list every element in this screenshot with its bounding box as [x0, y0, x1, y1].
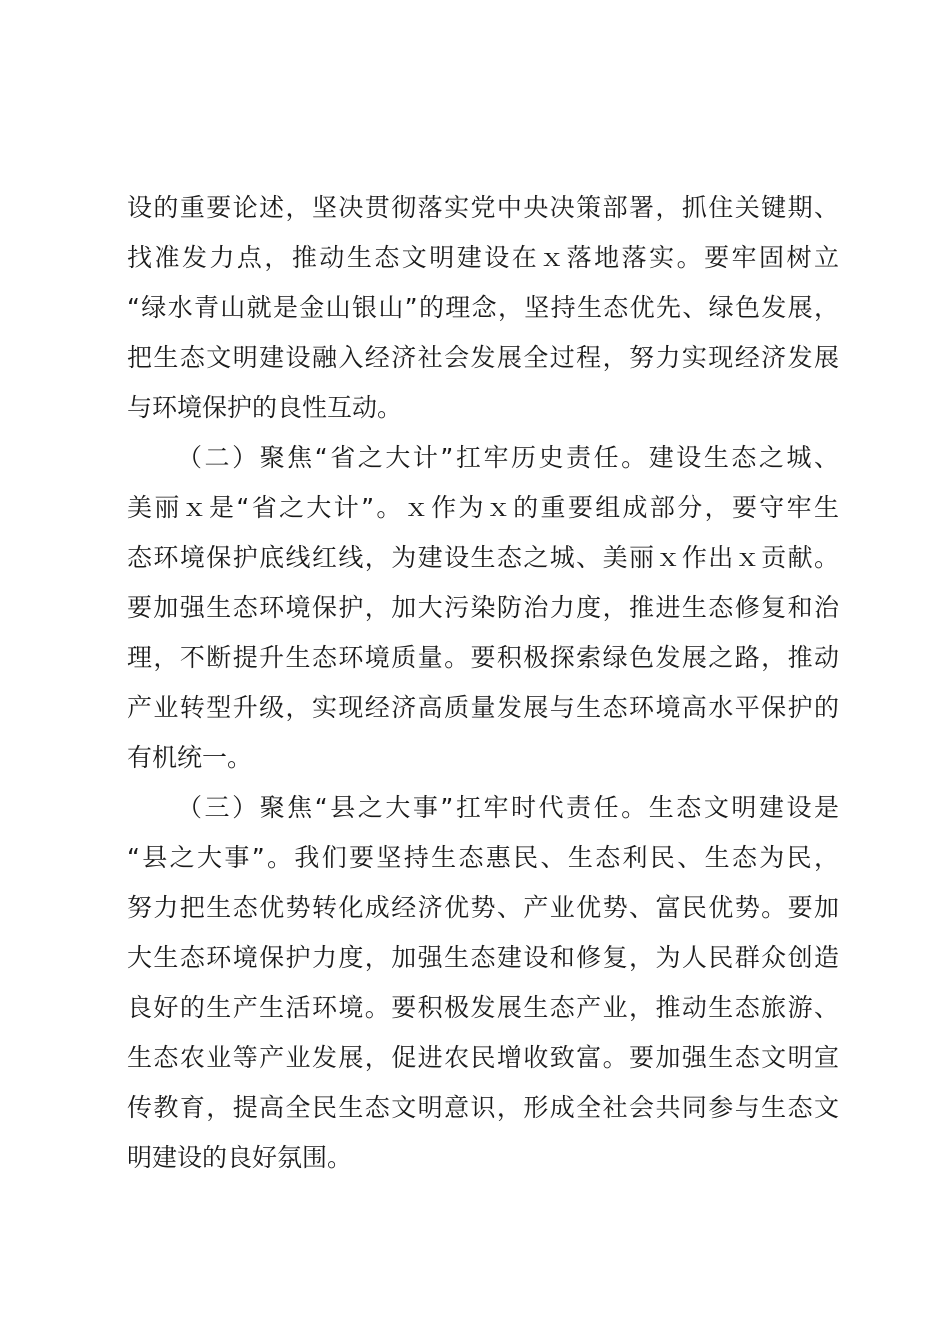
text-line: 美丽ｘ是“省之大计”。ｘ作为ｘ的重要组成部分，要守牢生: [127, 493, 839, 522]
text-line: 把生态文明建设融入经济社会发展全过程，努力实现经济发展: [127, 343, 839, 372]
paragraph-2: [127, 433, 839, 783]
text-line: 产业转型升级，实现经济高质量发展与生态环境高水平保护的: [127, 693, 839, 722]
text-line: 要加强生态环境保护，加大污染防治力度，推进生态修复和治: [127, 593, 839, 622]
section-heading-line: （二）聚焦“省之大计”扛牢历史责任。建设生态之城、: [177, 443, 839, 472]
paragraph-1: [127, 183, 839, 433]
text-line: “绿水青山就是金山银山”的理念，坚持生态优先、绿色发展，: [127, 293, 839, 322]
text-line: 明建设的良好氛围。: [127, 1143, 353, 1172]
text-line: “县之大事”。我们要坚持生态惠民、生态利民、生态为民，: [127, 843, 839, 872]
text-line: 找准发力点，推动生态文明建设在ｘ落地落实。要牢固树立: [127, 243, 839, 272]
text-line: 传教育，提高全民生态文明意识，形成全社会共同参与生态文: [127, 1093, 839, 1122]
text-line: 设的重要论述，坚决贯彻落实党中央决策部署，抓住关键期、: [127, 193, 839, 222]
text-line: 理，不断提升生态环境质量。要积极探索绿色发展之路，推动: [127, 643, 839, 672]
section-heading-line: （三）聚焦“县之大事”扛牢时代责任。生态文明建设是: [177, 793, 839, 822]
text-line: 态环境保护底线红线，为建设生态之城、美丽ｘ作出ｘ贡献。: [127, 543, 839, 572]
document-body: [127, 183, 839, 1183]
text-line: 有机统一。: [127, 743, 253, 772]
text-line: 努力把生态优势转化成经济优势、产业优势、富民优势。要加: [127, 893, 839, 922]
text-line: 良好的生产生活环境。要积极发展生态产业，推动生态旅游、: [127, 993, 839, 1022]
text-line: 大生态环境保护力度，加强生态建设和修复，为人民群众创造: [127, 943, 839, 972]
paragraph-3: [127, 783, 839, 1183]
text-line: 与环境保护的良性互动。: [127, 393, 403, 422]
text-line: 生态农业等产业发展，促进农民增收致富。要加强生态文明宣: [127, 1043, 839, 1072]
